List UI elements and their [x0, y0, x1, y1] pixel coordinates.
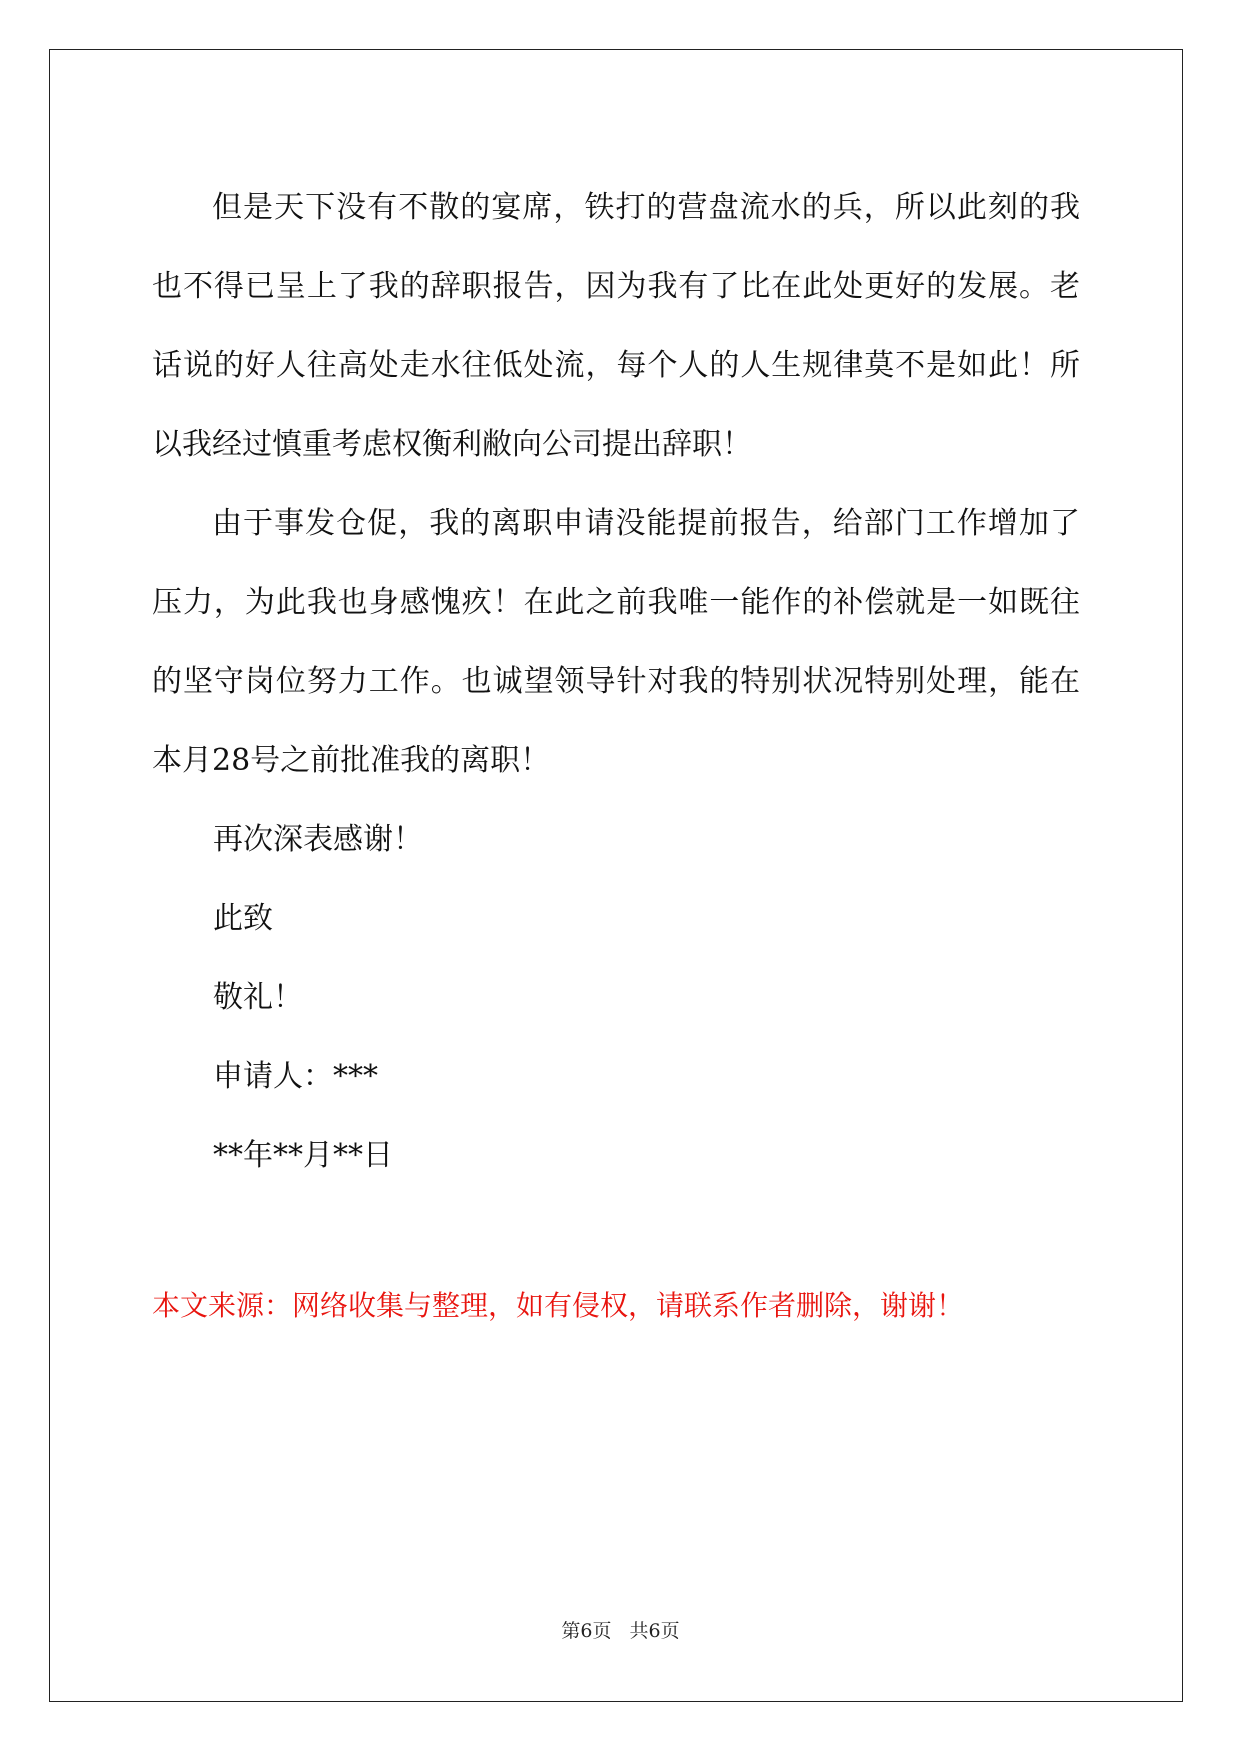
source-disclaimer: 本文来源：网络收集与整理，如有侵权，请联系作者删除，谢谢！ [152, 1289, 965, 1322]
paragraph-apology: 由于事发仓促，我的离职申请没能提前报告，给部门工作增加了压力，为此我也身感愧疚！在此之前我唯一能作的补偿就是一如既往的坚守岗位努力工作。也诚望领导针对我的特别状况特别处理，能在本月28号之前批准我的离职！ [152, 506, 1080, 778]
document-body [152, 168, 1080, 1195]
page-footer [0, 1618, 1241, 1644]
salutation-cizhi: 此致 [213, 901, 273, 936]
signature-date: **年**月**日 [213, 1138, 393, 1173]
closing-thanks: 再次深表感谢！ [213, 822, 423, 857]
applicant-signature: 申请人：*** [213, 1059, 378, 1094]
paragraph-resignation-reason: 但是天下没有不散的宴席，铁打的营盘流水的兵，所以此刻的我也不得已呈上了我的辞职报告，因为我有了比在此处更好的发展。老话说的好人往高处走水往低处流，每个人的人生规律莫不是如此！所以我经过慎重考虑权衡利敝向公司提出辞职！ [152, 190, 1080, 462]
salutation-jingli: 敬礼！ [213, 980, 303, 1015]
page-number: 第6页 [561, 1620, 612, 1642]
page-total: 共6页 [629, 1620, 680, 1642]
